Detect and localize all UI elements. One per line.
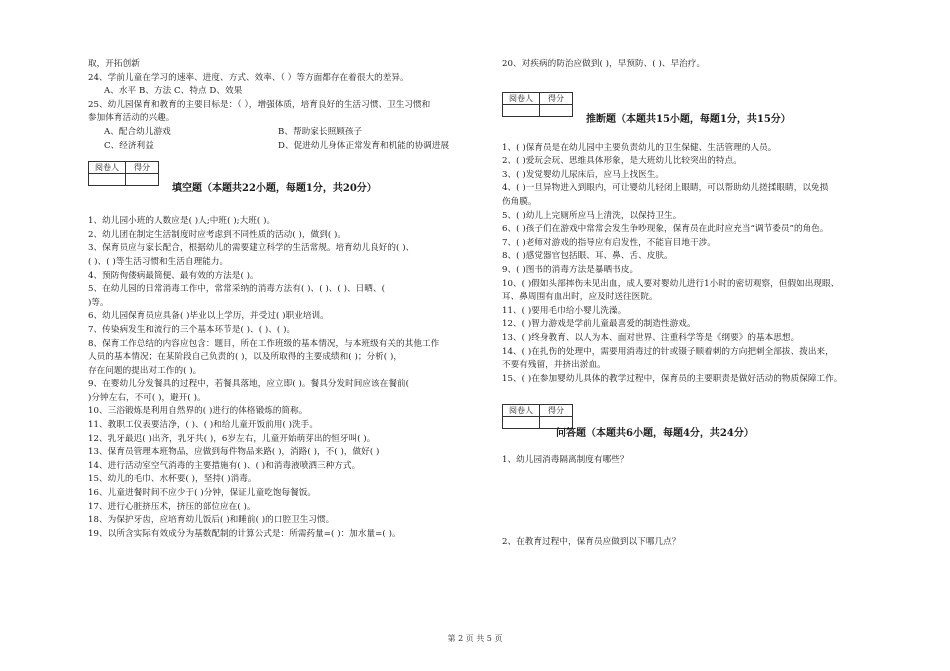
judge-section-header — [502, 72, 902, 138]
judge-line: 8、( )感觉器官包括眼、耳、鼻、舌、皮肤。 — [502, 251, 673, 262]
text-line: 取，开拓创新 — [88, 59, 140, 69]
score-box — [88, 161, 159, 186]
judge-line: 7、( )老师对游戏的指导应有启发性，不能盲目地干涉。 — [502, 237, 716, 248]
question-25-options-row — [88, 140, 488, 154]
fill-line: 15、幼儿的毛巾、水杯要( )，坚持( )消毒。 — [88, 474, 257, 485]
fill-line: 10、三浴锻炼是利用自然界的( )进行的体格锻炼的简称。 — [88, 406, 308, 417]
judge-line: 3、( )发觉婴幼儿尿床后，应马上找医生。 — [502, 169, 665, 180]
judge-line: 14、( )在扎伤的处理中，需要用消毒过的针或镊子顺着刺的方向把刺全部拔、拨出来， — [502, 346, 834, 357]
question-20: 20、对疾病的防治应做到( )，早预防、( )、早治疗。 — [502, 59, 706, 69]
fill-line: 16、儿童进餐时间不应少于( )分钟，保证儿童吃饱每餐饭。 — [88, 488, 317, 499]
fill-line: 9、在婴幼儿分发餐具的过程中，若餐具落地，应立即( )。餐具分发时间应该在餐前( — [88, 379, 410, 390]
fill-in-questions — [88, 215, 488, 541]
score-label: 得分 — [540, 405, 573, 417]
question-24-options: A、水平 B、方法 C、特点 D、效果 — [104, 86, 243, 97]
reviewer-cell — [89, 174, 126, 186]
fill-line: ( )、( )等生活习惯和生活自理能力。 — [88, 256, 229, 267]
option-b: B、帮助家长照顾孩子 — [278, 126, 363, 137]
qa-section-header — [502, 386, 902, 450]
question-25: 25、幼儿园保育和教育的主要目标是：（ ），增强体质，培育良好的生活习惯、卫生习惯和 — [88, 99, 431, 110]
judge-line: 1、( )保育员是在幼儿园中主要负责幼儿的卫生保健、生活管理的人员。 — [502, 142, 777, 153]
right-column — [502, 58, 902, 549]
fill-in-section-header — [88, 153, 488, 215]
judge-line: 15、( )在参加婴幼儿具体的教学过程中，保育员的主要职责是做好活动的物质保障工作。 — [502, 373, 843, 384]
fill-line: 2、幼儿团在制定生活制度时应考虑到不同性质的活动( )，做到( )。 — [88, 229, 347, 240]
fill-line: 5、在幼儿园的日常消毒工作中，常常采纳的消毒方法有( )、( )、( )、日晒、( — [88, 284, 385, 295]
fill-line: )分钟左右，不可( )，避开( )。 — [88, 392, 206, 403]
score-label: 得分 — [540, 92, 573, 104]
question-24: 24、学前儿童在学习的速率、进度、方式、效率、（ ）等方面都存在着很大的差异。 — [88, 72, 409, 83]
option-d: D、促进幼儿身体正常发育和机能的协调进展 — [278, 140, 450, 151]
fill-line: 8、保育工作总结的内容应包含：题目，所在工作班级的基本情况，与本班级有关的其他工作 — [88, 338, 440, 349]
fill-line: 11、教职工仪表要洁净，( )、( )和给儿童开饭前用( )洗手。 — [88, 420, 318, 431]
reviewer-label: 阅卷人 — [503, 92, 540, 104]
judge-line: 伤角膜。 — [502, 196, 537, 207]
score-box — [502, 92, 573, 117]
fill-line: 12、乳牙最迟( )出齐，乳牙共( )，6岁左右，儿童开始萌芽出的恒牙叫( )。 — [88, 433, 376, 444]
fill-line: 人员的基本情况；在某阶段自己负责的( )，以及所取得的主要成绩和( )；分析( )， — [88, 352, 403, 363]
fill-line: 19、以所含实际有效成分为基数配制的计算公式是：所需药量=( )：加水量=( )。 — [88, 528, 401, 539]
score-cell — [540, 104, 573, 116]
score-cell — [126, 174, 159, 186]
fill-line: 4、预防佝偻病最简便、最有效的方法是( )。 — [88, 270, 259, 281]
fill-line: 3、保育员应与家长配合，根据幼儿的需要建立科学的生活常规。培育幼儿良好的( )、 — [88, 243, 415, 254]
score-label: 得分 — [126, 162, 159, 174]
fill-line: 17、进行心脏挤压术，挤压的部位应在( )。 — [88, 501, 256, 512]
fill-line: 1、幼儿园小班的人数应是( )人;中班( );大班( )。 — [88, 216, 276, 227]
qa-question-2: 2、在教育过程中，保育员应做到以下哪几点？ — [502, 536, 681, 547]
reviewer-cell — [503, 104, 540, 116]
fill-line: 6、幼儿园保育员应具备( )毕业以上学历，并受过( )职业培训。 — [88, 311, 329, 322]
judge-line: 4、( )一旦异物进入到眼内，可让婴幼儿轻闭上眼睛，可以帮助幼儿搓揉眼睛，以免损 — [502, 183, 829, 194]
fill-line: )等。 — [88, 297, 109, 308]
question-25-cont: 参加体育活动的兴趣。 — [88, 113, 175, 124]
reviewer-cell — [503, 417, 540, 429]
judge-line: 5、( )幼儿上完厕所应马上清洗，以保持卫生。 — [502, 210, 682, 221]
judge-line: 6、( )孩子们在游戏中常常会发生争吵现象，保育员在此时应充当“调节委员”的角色。 — [502, 224, 829, 235]
fill-line: 18、为保护牙齿，应培育幼儿饭后( )和睡前( )的口腔卫生习惯。 — [88, 515, 335, 526]
judge-line: 10、( )假如头部摔伤未见出血，成人要对婴幼儿进行1小时的密切观察，但假如出现眼、 — [502, 278, 840, 289]
fill-line: 13、保育员管理本班物品，应做到每件物品来路( )，消路( )，不( )，做好( ) — [88, 447, 380, 458]
judge-line: 9、( )图书的消毒方法是暴晒书皮。 — [502, 264, 639, 275]
judge-line: 不要有残留，并挤出淤血。 — [502, 360, 606, 371]
section-title: 推断题（本题共15小题，每题1分，共15分） — [586, 113, 791, 125]
judge-line: 2、( )爱玩会玩、思维具体形象，是大班幼儿比较突出的特点。 — [502, 156, 742, 167]
option-c: C、经济利益 — [104, 140, 154, 151]
judge-line: 11、( )要用毛巾给小婴儿洗澡。 — [502, 305, 627, 316]
fill-line: 存在问题的提出对工作的( )。 — [88, 365, 202, 376]
section-title: 填空题（本题共22小题，每题1分，共20分） — [172, 183, 377, 195]
reviewer-label: 阅卷人 — [503, 405, 540, 417]
option-a: A、配合幼儿游戏 — [104, 126, 171, 137]
section-title: 问答题（本题共6小题，每题4分，共24分） — [556, 428, 754, 440]
judge-line: 13、( )终身教育、以人为本、面对世界、注重科学等是《纲要》的基本思想。 — [502, 332, 800, 343]
fill-line: 7、传染病发生和流行的三个基本环节是( )、( )、( )。 — [88, 324, 296, 335]
question-25-options-row — [88, 126, 488, 140]
qa-question-1: 1、幼儿园消毒隔离制度有哪些？ — [502, 455, 629, 466]
fill-line: 14、进行活动室空气消毒的主要措施有( )、( )和消毒液喷洒三种方式。 — [88, 460, 361, 471]
judge-line: 耳、鼻周围有血出时，应及时送往医院。 — [502, 292, 658, 303]
judge-questions — [502, 142, 902, 387]
left-column — [88, 58, 488, 541]
page-footer: 第 2 页 共 5 页 — [447, 634, 503, 643]
judge-line: 12、( )智力游戏是学前儿童最喜爱的制造性游戏。 — [502, 319, 696, 330]
reviewer-label: 阅卷人 — [89, 162, 126, 174]
